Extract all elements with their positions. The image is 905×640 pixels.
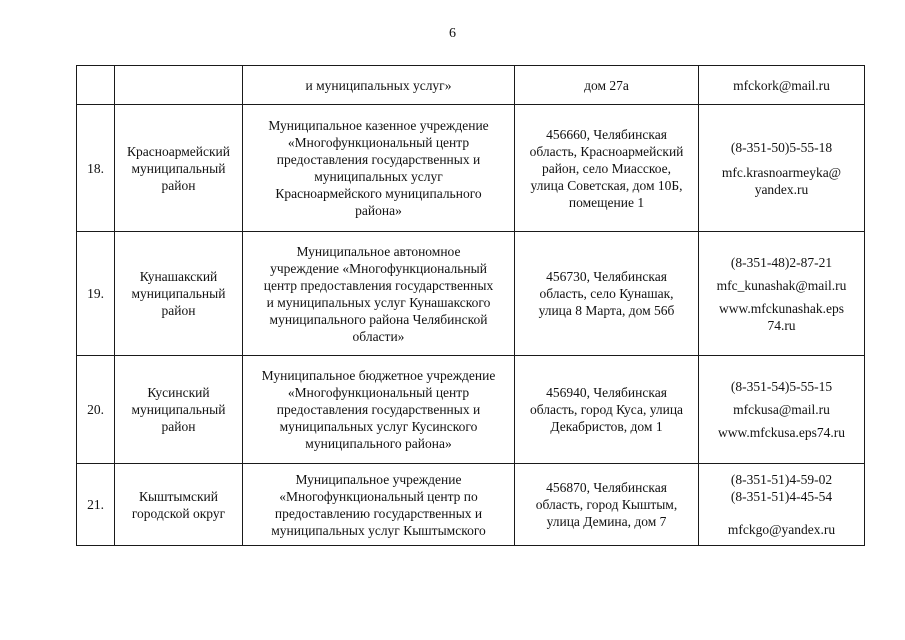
contacts-cell xyxy=(699,66,865,105)
address-cell xyxy=(515,66,699,105)
table-row xyxy=(77,356,865,464)
address-line: 456660, Челябинская xyxy=(546,126,667,142)
address-cell xyxy=(515,464,699,546)
district-line: муниципальный xyxy=(131,402,226,417)
district-line: район xyxy=(161,303,196,318)
email-text: mfckork@mail.ru xyxy=(733,77,830,93)
phone-text: (8-351-51)4-45-54 xyxy=(730,489,833,504)
row-number: 18. xyxy=(77,105,115,232)
address-cell xyxy=(515,232,699,356)
email-text: mfckgo@yandex.ru xyxy=(727,522,836,537)
organization-cell xyxy=(243,66,515,105)
email-text: mfc_kunashak@mail.ru xyxy=(716,277,847,293)
organization-cell xyxy=(243,232,515,356)
website-text: www.mfckusa.eps74.ru xyxy=(718,425,845,440)
address-line: 456870, Челябинская xyxy=(546,480,667,495)
district-cell xyxy=(115,464,243,546)
address-cell xyxy=(515,356,699,464)
table-row xyxy=(77,464,865,546)
organization-line: Муниципальное казенное учреждение xyxy=(268,118,489,133)
address-line: район, село Миасское, xyxy=(541,160,672,176)
table-row xyxy=(77,232,865,356)
website-text: www.mfckunashak.eps xyxy=(718,300,845,316)
district-line: район xyxy=(161,419,196,434)
district-line: городской округ xyxy=(131,505,226,521)
district-cell xyxy=(115,105,243,232)
address-line: 456940, Челябинская xyxy=(546,385,667,400)
district-line: Красноармейский xyxy=(126,143,230,159)
district-line: муниципальный xyxy=(131,160,226,176)
organization-line: Муниципальное учреждение xyxy=(295,471,462,487)
contacts-cell xyxy=(699,464,865,546)
row-number: 20. xyxy=(77,356,115,464)
website-text: 74.ru xyxy=(767,317,796,333)
phone-text: (8-351-50)5-55-18 xyxy=(730,139,833,155)
district-line: район xyxy=(161,177,196,193)
district-cell xyxy=(115,356,243,464)
page-number: 6 xyxy=(449,26,456,41)
row-number xyxy=(77,66,115,105)
organization-line: Муниципальное автономное xyxy=(296,243,461,259)
organization-cell xyxy=(243,464,515,546)
address-cell xyxy=(515,105,699,232)
organization-line: Красноармейского муниципального xyxy=(275,186,482,201)
address-line: улица Демина, дом 7 xyxy=(546,514,667,529)
organization-line: муниципальных услуг xyxy=(314,169,443,184)
organization-cell xyxy=(243,356,515,464)
address-line: область, село Кунашак, xyxy=(539,286,674,301)
district-line: муниципальный xyxy=(131,286,226,301)
row-number: 19. xyxy=(77,232,115,356)
organization-cell xyxy=(243,105,515,232)
organization-line: центр предоставления государственных xyxy=(263,277,494,293)
organization-line: предоставлению государственных и xyxy=(274,505,483,521)
phone-text: (8-351-48)2-87-21 xyxy=(730,254,833,270)
email-text: mfc.krasnoarmeyka@ xyxy=(721,164,842,180)
organization-line: и муниципальных услуг Кунашакского xyxy=(266,294,491,310)
organization-line: предоставления государственных и xyxy=(276,152,481,167)
organization-line: области» xyxy=(352,328,405,344)
organization-line: «Многофункциональный центр xyxy=(287,385,470,400)
organization-line: учреждение «Многофункциональный xyxy=(270,260,487,276)
address-line: помещение 1 xyxy=(568,194,645,210)
contacts-cell xyxy=(699,356,865,464)
email-text: yandex.ru xyxy=(754,181,809,197)
organization-line: и муниципальных услуг» xyxy=(305,77,452,93)
organization-line: муниципального района» xyxy=(305,436,452,451)
district-cell xyxy=(115,232,243,356)
district-cell xyxy=(115,66,243,105)
address-line: область, Красноармейский xyxy=(529,143,684,159)
address-line: улица 8 Марта, дом 56б xyxy=(538,303,675,318)
contacts-cell xyxy=(699,105,865,232)
mfc-directory-table xyxy=(76,65,865,546)
organization-line: муниципальных услуг Кыштымского xyxy=(271,522,486,538)
district-line: Кунашакский xyxy=(139,269,218,284)
address-line: Декабристов, дом 1 xyxy=(550,419,663,434)
organization-line: района» xyxy=(355,203,402,218)
organization-line: муниципального района Челябинской xyxy=(269,311,488,327)
row-number: 21. xyxy=(77,464,115,546)
table-row xyxy=(77,105,865,232)
email-text: mfckusa@mail.ru xyxy=(733,402,830,417)
organization-line: «Многофункциональный центр xyxy=(287,135,470,150)
phone-text: (8-351-51)4-59-02 xyxy=(730,472,833,487)
table-row-continuation xyxy=(77,66,865,105)
organization-line: предоставления государственных и xyxy=(276,402,481,417)
address-line: область, город Кыштым, xyxy=(535,497,678,512)
organization-line: муниципальных услуг Кусинского xyxy=(279,419,478,434)
address-line: 456730, Челябинская xyxy=(546,269,667,284)
district-line: Кыштымский xyxy=(139,488,218,504)
contacts-cell xyxy=(699,232,865,356)
address-line: область, город Куса, улица xyxy=(529,402,684,417)
address-line: улица Советская, дом 10Б, xyxy=(530,177,683,193)
organization-line: «Многофункциональный центр по xyxy=(279,488,478,504)
address-line: дом 27а xyxy=(584,77,629,93)
phone-text: (8-351-54)5-55-15 xyxy=(730,379,833,394)
organization-line: Муниципальное бюджетное учреждение xyxy=(261,368,496,383)
district-line: Кусинский xyxy=(147,385,210,400)
